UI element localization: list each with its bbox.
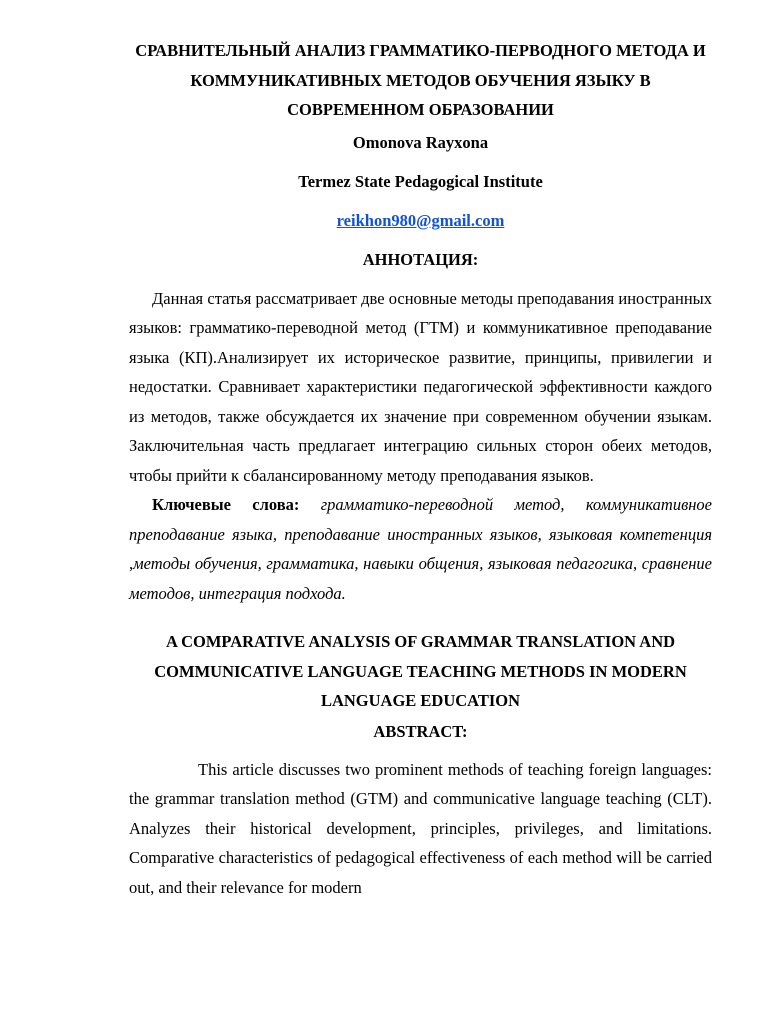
title-russian: СРАВНИТЕЛЬНЫЙ АНАЛИЗ ГРАММАТИКО-ПЕРВОДНОГО МЕТОДА И КОММУНИКАТИВНЫХ МЕТОДОВ ОБУЧЕНИЯ ЯЗЫКУ В СОВРЕМЕННОМ ОБРАЗОВАНИИ	[135, 41, 706, 119]
keywords-text: грамматико-переводной метод, коммуникативное преподавание языка, преподавание иностранных языков, языковая компетенция ,методы обучения, грамматика, навыки общения, языковая педагогика, сравнение методов, интеграция подхода.	[129, 495, 713, 603]
abstract-heading: ABSTRACT:	[373, 721, 468, 741]
author-email	[129, 211, 712, 231]
email-link[interactable]: reikhon980@gmail.com	[336, 210, 505, 230]
institution-name: Termez State Pedagogical Institute	[298, 171, 543, 191]
annotation-heading: АННОТАЦИЯ:	[362, 249, 479, 269]
abstract-paragraph: This article discusses two prominent methods of teaching foreign languages: the grammar translation method (GTM) and communicative language teaching (CLT). Analyzes their historical development, principles, privileges, and limitations. Comparative characteristics of pedagogical effectiveness of each method will be carried out, and their relevance for modern	[129, 759, 712, 897]
annotation-paragraph: Данная статья рассматривает две основные методы преподавания иностранных языков: грамматико-переводной метод (ГТМ) и коммуникативное преподавание языка (КП).Анализирует их историческое развитие, принципы, привилегии и недостатки. Сравнивает характеристики педагогической эффективности каждого из методов, также обсуждается их значение при современном обучении языкам. Заключительная часть предлагает интеграцию сильных сторон обеих методов, чтобы прийти к сбалансированному методу преподавания языков.	[129, 288, 712, 485]
keywords-label: Ключевые слова:	[152, 495, 300, 514]
title-english: A COMPARATIVE ANALYSIS OF GRAMMAR TRANSLATION AND COMMUNICATIVE LANGUAGE TEACHING METHODS IN MODERN LANGUAGE EDUCATION	[154, 632, 687, 710]
document-page	[129, 36, 712, 902]
author-name: Omonova Rayxona	[352, 132, 489, 152]
keywords-paragraph	[129, 490, 712, 608]
